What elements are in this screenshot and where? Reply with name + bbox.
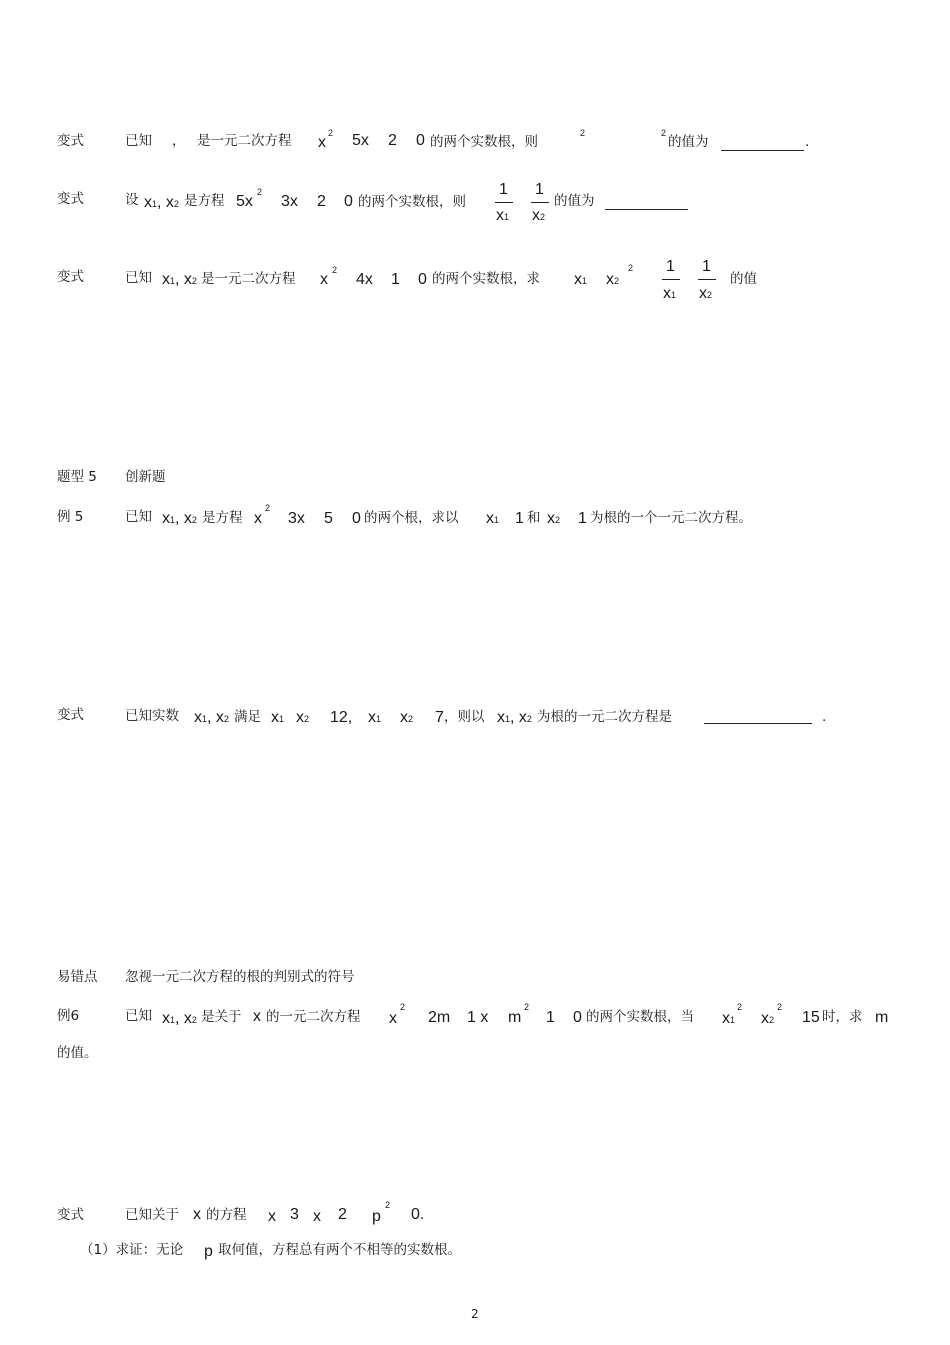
fraction-bar [698,279,716,280]
section-pitfall: 易错点 [57,969,98,985]
problem-example-5: 已知 [125,509,152,525]
variant-label-5: 变式 [57,1207,84,1223]
answer-blank-1[interactable] [721,150,804,151]
question-1: （1）求证：无论 [80,1242,184,1258]
section-type-5-name: 创新题 [125,469,166,485]
variant-label-3: 变式 [57,269,84,285]
answer-blank-2[interactable] [605,209,688,210]
example-label-5: 例 5 [57,509,84,525]
fraction-bar [495,202,513,203]
problem-variant-3: 已知 [125,270,152,286]
problem-example-6: 已知 [125,1008,152,1024]
variant-label-4: 变式 [57,707,84,723]
page-number: 2 [471,1307,479,1321]
answer-blank-3[interactable] [704,723,812,724]
section-type-5: 题型 5 [57,469,97,485]
section-pitfall-name: 忽视一元二次方程的根的判别式的符号 [125,969,355,985]
variant-label-2: 变式 [57,191,84,207]
problem-variant-5: 已知关于 [125,1207,179,1223]
example-label-6: 例6 [57,1008,80,1024]
fraction-bar [531,202,549,203]
problem-variant-4: 已知实数 [125,708,179,724]
fraction-bar [662,279,680,280]
problem-variant-1: 已知 [125,133,152,149]
problem-variant-2: 设 [125,192,139,208]
variant-label-1: 变式 [57,133,84,149]
